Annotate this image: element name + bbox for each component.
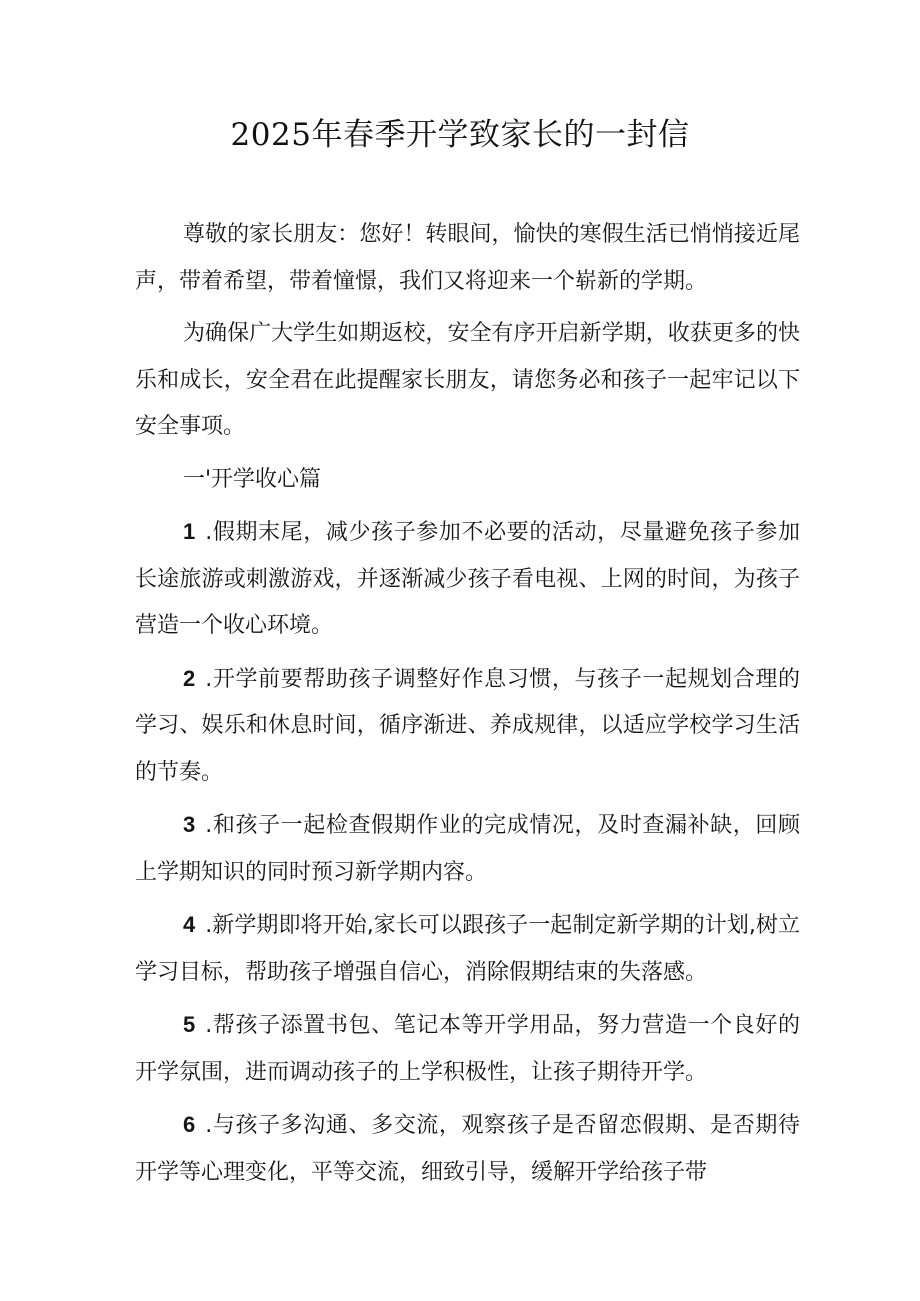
list-item (135, 902, 800, 996)
item-number: 6 (183, 1112, 196, 1137)
item-number: 3 (183, 812, 196, 837)
item-text: .帮孩子添置书包、笔记本等开学用品，努力营造一个良好的开学氛围，进而调动孩子的上学积极性，让孩子期待开学。 (135, 1013, 800, 1085)
list-item (135, 1002, 800, 1096)
document-body (135, 212, 800, 1202)
item-number: 2 (183, 665, 196, 691)
item-number: 4 (183, 912, 196, 937)
list-item (135, 656, 800, 797)
item-number: 5 (183, 1012, 196, 1037)
intro-paragraph-reminder: 为确保广大学生如期返校，安全有序开启新学期，收获更多的快乐和成长，安全君在此提醒家长朋友，请您务必和孩子一起牢记以下安全事项。 (135, 321, 800, 439)
document-title: 2025年春季开学致家长的一封信 (230, 117, 690, 153)
list-item (135, 509, 800, 650)
section-heading: 一'开学收心篇 (183, 466, 322, 492)
list-item (135, 1102, 800, 1196)
item-text: .开学前要帮助孩子调整好作息习惯，与孩子一起规划合理的学习、娱乐和休息时间，循序渐进、养成规律，以适应学校学习生活的节奏。 (135, 666, 800, 785)
item-text: .和孩子一起检查假期作业的完成情况，及时查漏补缺，回顾上学期知识的同时预习新学期内容。 (135, 813, 800, 885)
intro-paragraph-greeting: 尊敬的家长朋友：您好！转眼间，愉快的寒假生活已悄悄接近尾声，带着希望，带着憧憬，我们又将迎来一个崭新的学期。 (135, 222, 800, 294)
item-text: .新学期即将开始,家长可以跟孩子一起制定新学期的计划,树立学习目标，帮助孩子增强自信心，消除假期结束的失落感。 (135, 913, 800, 985)
item-text: .与孩子多沟通、多交流，观察孩子是否留恋假期、是否期待开学等心理变化，平等交流，细致引导，缓解开学给孩子带 (135, 1113, 800, 1185)
item-number: 1 (183, 519, 196, 544)
item-text: .假期末尾，减少孩子参加不必要的活动，尽量避免孩子参加长途旅游或刺激游戏，并逐渐减少孩子看电视、上网的时间，为孩子营造一个收心环境。 (135, 520, 800, 638)
list-item (135, 802, 800, 896)
